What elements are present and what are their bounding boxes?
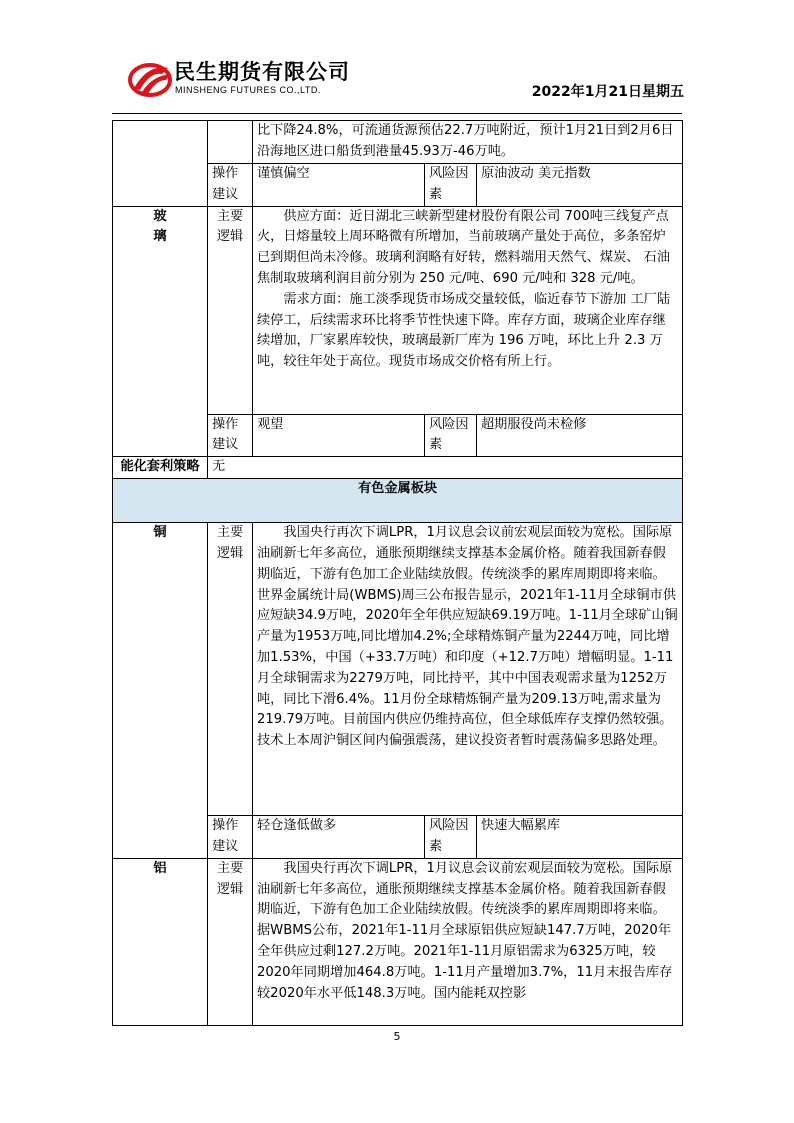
glass-operation-value: 观望 xyxy=(253,414,425,457)
company-logo xyxy=(128,54,368,104)
aluminum-section-name xyxy=(113,858,208,1025)
main-logic-label: 主要逻辑 xyxy=(208,206,253,414)
operation-label: 操作建议 xyxy=(208,816,253,859)
risk-label: 风险因素 xyxy=(425,414,477,457)
copper-logic-paragraph: 我国央行再次下调LPR，1月议息会议前宏观层面较为宽松。国际原油刷新七年多高位，通胀预期继续支撑基本金属价格。随着我国新春假期临近，下游有色加工企业陆续放假。传统淡季的累库周期即将来临。世界金属统计局(WBMS)周三公布报告显示，2021年1-11月全球铜市供应短缺34.9万吨，2020年全年供应短缺69.19万吨。1-11月全球矿山铜产量为1953万吨,同比增加4.2%;全球精炼铜产量为2244万吨，同比增加1.53%，中国（+33.7万吨）和印度（+12.7万吨）增幅明显。1-11月全球铜需求为2279万吨，同比持平，其中中国表观需求量为1252万吨，同比下滑6.4%。11月份全球精炼铜产量为209.13万吨,需求量为219.79万吨。目前国内供应仍维持高位，但全球低库存支撑仍然较强。技术上本周沪铜区间内偏强震荡，建议投资者暂时震荡偏多思路处理。 xyxy=(257,525,678,749)
main-logic-label: 主要逻辑 xyxy=(208,858,253,1025)
table-row xyxy=(113,479,683,523)
aluminum-main-logic xyxy=(253,858,683,1025)
minsheng-logo-icon xyxy=(128,58,172,98)
main-logic-label: 主要逻辑 xyxy=(208,523,253,816)
aluminum-logic-paragraph: 我国央行再次下调LPR，1月议息会议前宏观层面较为宽松。国际原油刷新七年多高位，通胀预期继续支撑基本金属价格。随着我国新春假期临近，下游有色加工企业陆续放假。传统淡季的累库周期即将来临。据WBMS公布，2021年1-11月全球原铝供应短缺147.7万吨，2020年全年供应过剩127.2万吨。2021年1-11月原铝需求为6325万吨，较2020年同期增加464.8万吨。1-11月产量增加3.7%，11月末报告库存较2020年水平低148.3万吨。国内能耗双控影 xyxy=(257,860,673,1001)
table-row xyxy=(113,523,683,816)
table-row xyxy=(113,858,683,1025)
copper-section-name xyxy=(113,523,208,859)
nonferrous-section-banner: 有色金属板块 xyxy=(113,479,683,523)
risk-label: 风险因素 xyxy=(425,164,477,207)
glass-main-logic xyxy=(253,206,683,414)
prev-section-name-cell xyxy=(113,121,208,207)
copper-name: 铜 xyxy=(153,525,167,541)
strategy-table xyxy=(112,120,683,1026)
prev-operation-value: 谨慎偏空 xyxy=(253,164,425,207)
header-divider xyxy=(112,113,682,114)
glass-name: 玻璃 xyxy=(153,208,167,244)
report-date: 2022年1月21日星期五 xyxy=(531,84,684,100)
operation-label: 操作建议 xyxy=(208,414,253,457)
prev-section-body: 比下降24.8%，可流通货源预估22.7万吨附近，预计1月21日到2月6日沿海地区进口船货到港量45.93万-46万吨。 xyxy=(253,121,683,164)
copper-operation-value: 轻仓逢低做多 xyxy=(253,816,425,859)
operation-label: 操作建议 xyxy=(208,164,253,207)
prev-risk-value: 原油波动 美元指数 xyxy=(477,164,683,207)
table-row xyxy=(113,121,683,164)
page-header xyxy=(120,40,684,115)
table-row xyxy=(113,206,683,414)
glass-demand-paragraph: 需求方面：施工淡季现货市场成交量较低，临近春节下游加 工厂陆续停工，后续需求环比将季节性快速下降。库存方面，玻璃企业库存继续增加，厂家累库较快，玻璃最新厂库为 196 万吨，环比上升 2.3 万 吨，较往年处于高位。现货市场成交价格有所上行。 xyxy=(257,291,671,370)
aluminum-name: 铝 xyxy=(153,860,167,876)
copper-risk-value: 快速大幅累库 xyxy=(477,816,683,859)
glass-risk-value: 超期服役尚未检修 xyxy=(477,414,683,457)
copper-main-logic xyxy=(253,523,683,816)
energy-arbitrage-value: 无 xyxy=(208,457,683,479)
company-name-en: MINSHENG FUTURES CO.,LTD. xyxy=(175,85,321,95)
glass-section-name xyxy=(113,206,208,457)
prev-section-label-cell xyxy=(208,121,253,164)
energy-arbitrage-label: 能化套利策略 xyxy=(113,457,208,479)
page-number: 5 xyxy=(393,1030,401,1043)
risk-label: 风险因素 xyxy=(425,816,477,859)
glass-supply-paragraph: 供应方面：近日湖北三峡新型建材股份有限公司 700吨三线复产点火，日熔量较上周环略微有所增加，当前玻璃产量处于高位，多条窑炉已到期但尚未冷修。玻璃利润略有好转，燃料端用天然气、煤炭、 石油焦制取玻璃利润目前分别为 250 元/吨、690 元/吨和 328 元/吨。 xyxy=(257,208,671,286)
table-row xyxy=(113,457,683,479)
company-name-cn: 民生期货有限公司 xyxy=(174,60,350,84)
